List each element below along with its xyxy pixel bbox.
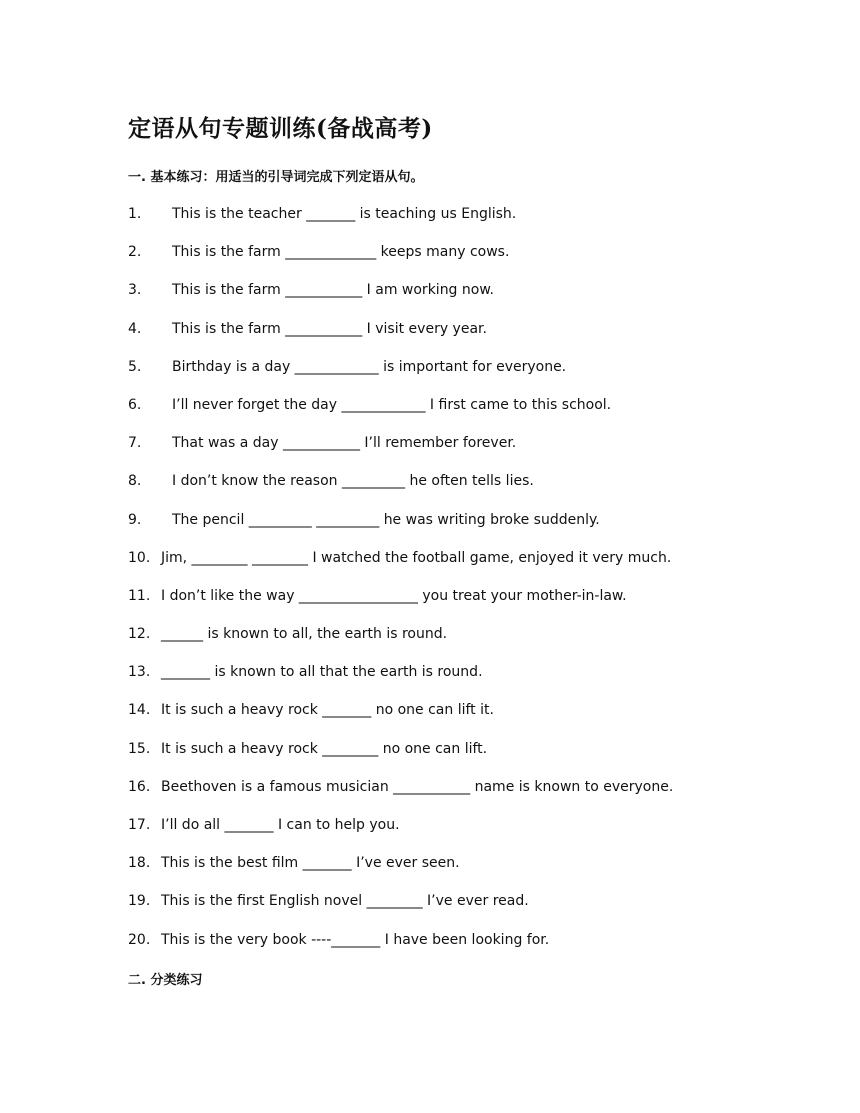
exercise-item xyxy=(128,319,673,357)
exercise-item xyxy=(128,930,673,968)
item-text: This is the farm ___________ I visit every year. xyxy=(172,320,487,337)
exercise-item xyxy=(128,510,673,548)
item-number: 6. xyxy=(128,396,142,413)
item-number: 3. xyxy=(128,282,142,299)
exercise-item xyxy=(128,433,673,471)
exercise-item xyxy=(128,586,673,624)
exercise-item xyxy=(128,662,673,700)
item-text: This is the farm _____________ keeps many cows. xyxy=(172,244,510,261)
exercise-item xyxy=(128,777,673,815)
item-number: 13. xyxy=(128,664,151,681)
exercise-item xyxy=(128,548,673,586)
item-number: 16. xyxy=(128,778,151,795)
item-number: 9. xyxy=(128,511,142,528)
item-text: I don’t like the way _________________ you treat your mother-in-law. xyxy=(161,587,627,604)
item-text: It is such a heavy rock ________ no one can lift. xyxy=(161,740,488,757)
exercise-item xyxy=(128,891,673,929)
item-text: This is the best film _______ I’ve ever seen. xyxy=(161,855,460,872)
item-number: 11. xyxy=(128,587,151,604)
item-number: 14. xyxy=(128,702,151,719)
exercise-item xyxy=(128,624,673,662)
item-text: Jim, ________ ________ I watched the football game, enjoyed it very much. xyxy=(161,549,672,566)
item-number: 17. xyxy=(128,817,151,833)
page-title: 定语从句专题训练(备战高考) xyxy=(128,115,433,142)
exercise-item xyxy=(128,242,673,280)
item-text: Birthday is a day ____________ is important for everyone. xyxy=(172,358,567,375)
section-heading-classified-practice: 二. 分类练习 xyxy=(128,973,203,988)
exercise-item xyxy=(128,815,673,853)
item-text: ______ is known to all, the earth is round. xyxy=(161,626,448,643)
item-number: 1. xyxy=(128,206,142,222)
item-number: 8. xyxy=(128,473,142,490)
item-text: This is the very book ----_______ I have been looking for. xyxy=(161,931,550,948)
item-number: 7. xyxy=(128,435,142,452)
item-text: Beethoven is a famous musician ___________ name is known to everyone. xyxy=(161,778,674,795)
item-text: _______ is known to all that the earth is round. xyxy=(161,664,483,681)
item-text: The pencil _________ _________ he was writing broke suddenly. xyxy=(172,511,600,528)
item-number: 18. xyxy=(128,855,151,872)
item-text: This is the teacher _______ is teaching us English. xyxy=(172,206,517,222)
exercise-item xyxy=(128,280,673,318)
item-number: 2. xyxy=(128,244,142,261)
item-number: 10. xyxy=(128,549,151,566)
item-text: This is the farm ___________ I am working now. xyxy=(172,282,494,299)
item-number: 15. xyxy=(128,740,151,757)
item-text: I don’t know the reason _________ he often tells lies. xyxy=(172,473,534,490)
exercise-item xyxy=(128,853,673,891)
exercise-item xyxy=(128,471,673,509)
item-number: 19. xyxy=(128,893,151,910)
item-text: That was a day ___________ I’ll remember forever. xyxy=(172,435,517,452)
item-text: This is the first English novel ________ I’ve ever read. xyxy=(161,893,529,910)
item-text: It is such a heavy rock _______ no one can lift it. xyxy=(161,702,494,719)
item-number: 5. xyxy=(128,358,142,375)
exercise-item xyxy=(128,700,673,738)
exercise-item xyxy=(128,395,673,433)
item-number: 20. xyxy=(128,931,151,948)
item-number: 4. xyxy=(128,320,142,337)
exercise-item xyxy=(128,357,673,395)
exercise-item xyxy=(128,204,673,242)
item-text: I’ll never forget the day ____________ I first came to this school. xyxy=(172,396,612,413)
item-number: 12. xyxy=(128,626,151,643)
section-heading-basic-practice: 一. 基本练习：用适当的引导词完成下列定语从句。 xyxy=(128,170,424,185)
exercise-list xyxy=(128,204,673,968)
item-text: I’ll do all _______ I can to help you. xyxy=(161,817,400,833)
exercise-item xyxy=(128,739,673,777)
